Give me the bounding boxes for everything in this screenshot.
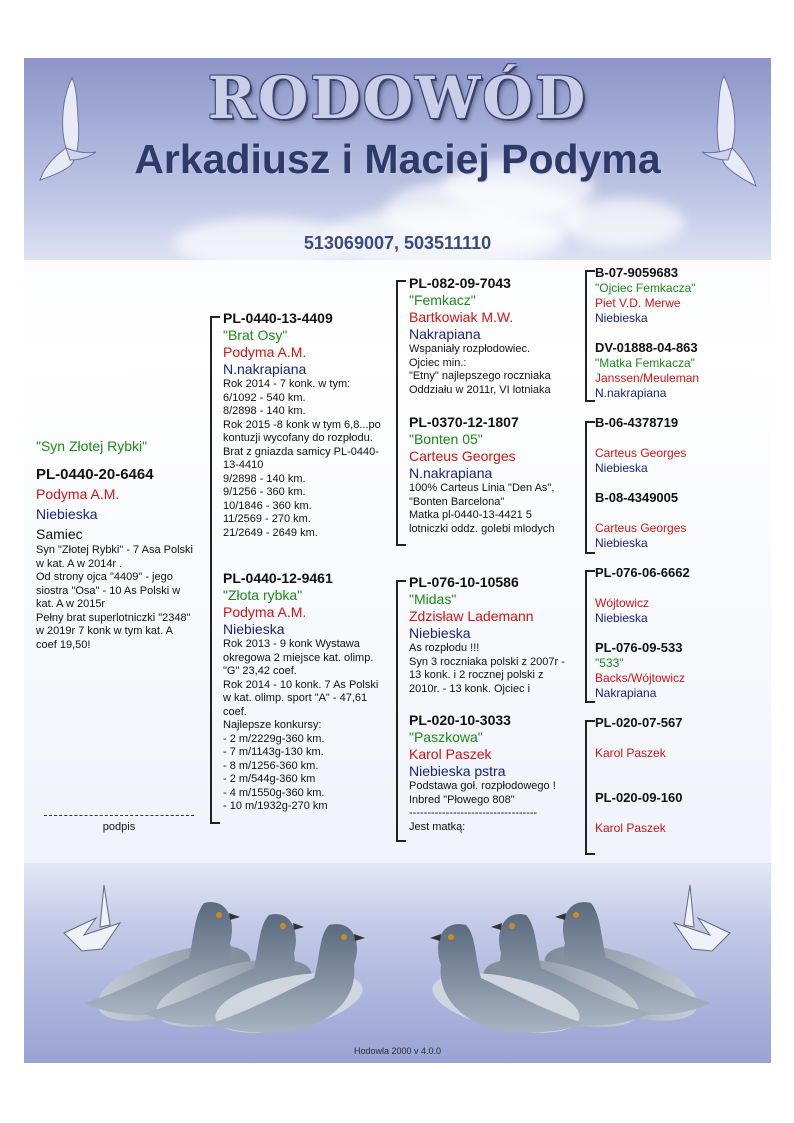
signature-label: podpis xyxy=(102,821,136,833)
fm-notes: 100% Carteus Linia "Den As", "Bonten Barcelona" Matka pl-0440-13-4421 5 lotniczki oddz. golebi mlodych xyxy=(409,482,555,535)
ffm-breeder: Janssen/Meuleman xyxy=(595,371,700,385)
fm-color: N.nakrapiana xyxy=(409,465,493,481)
ff-color: Nakrapiana xyxy=(409,326,481,342)
mff-breeder: Wójtowicz xyxy=(595,596,650,610)
fmm-pigeon xyxy=(595,490,755,551)
mm-color: Niebieska pstra xyxy=(409,763,506,779)
mfm-pigeon xyxy=(595,640,755,701)
fff-breeder: Piet V.D. Merwe xyxy=(595,296,681,310)
fm-pigeon xyxy=(409,414,574,536)
footer-banner xyxy=(24,863,771,1063)
mff-color: Niebieska xyxy=(595,611,648,625)
mf-name: "Midas" xyxy=(409,591,457,607)
mm-name: "Paszkowa" xyxy=(409,729,483,745)
fm-name: "Bonten 05" xyxy=(409,431,483,447)
mmf-ring: PL-020-07-567 xyxy=(595,715,683,730)
mother-ring: PL-0440-12-9461 xyxy=(223,570,333,586)
fmm-ring: B-08-4349005 xyxy=(595,490,679,505)
fmf-pigeon xyxy=(595,415,755,476)
mf-breeder: Zdzisław Lademann xyxy=(409,608,534,624)
mm-notes: Podstawa goł. rozpłodowego ! Inbred "Płowego 808" ----------------------------------- Jest matką: xyxy=(409,780,556,833)
bracket-mm-parents xyxy=(585,720,587,855)
mfm-color: Nakrapiana xyxy=(595,686,657,700)
fff-ring: B-07-9059683 xyxy=(595,265,679,280)
mf-ring: PL-076-10-10586 xyxy=(409,574,519,590)
flying-dove-right-icon xyxy=(674,885,730,951)
pigeons-illustration xyxy=(24,863,771,1063)
flying-dove-left-icon xyxy=(64,885,120,951)
mf-color: Niebieska xyxy=(409,625,471,641)
fff-pigeon xyxy=(595,265,755,326)
subject-name: "Syn Złotej Rybki" xyxy=(36,438,148,454)
fmm-breeder: Carteus Georges xyxy=(595,521,687,535)
bracket-fm-parents xyxy=(585,421,587,554)
phone-numbers: 513069007, 503511110 xyxy=(303,233,492,253)
bracket-father-parents xyxy=(396,280,398,546)
fff-color: Niebieska xyxy=(595,311,648,325)
fmm-name xyxy=(595,506,755,521)
mm-breeder: Karol Paszek xyxy=(409,746,492,762)
mmf-breeder: Karol Paszek xyxy=(595,746,666,760)
subject-color: Niebieska xyxy=(36,506,98,522)
fff-name: "Ojciec Femkacza" xyxy=(595,281,696,295)
ff-notes: Wspaniały rozpłodowiec. Ojciec min.: "Etny" najlepszego roczniaka Oddziału w 2011r, VI lotniaka xyxy=(409,343,551,396)
mf-notes: As rozpłodu !!! Syn 3 roczniaka polski z 2007r - 13 konk. i 2 rocznej polski z 2010r. - 13 konk. Ojciec i xyxy=(409,642,565,695)
father-breeder: Podyma A.M. xyxy=(223,344,307,360)
father-ring: PL-0440-13-4409 xyxy=(223,310,333,326)
mff-ring: PL-076-06-6662 xyxy=(595,565,690,580)
mff-pigeon xyxy=(595,565,755,626)
document-title: RODOWÓD xyxy=(207,64,588,132)
subject-notes: Syn "Złotej Rybki" - 7 Asa Polski w kat. A w 2014r . Od strony ojca "4409" - jego siostra "Osa" - 10 As Polski w kat. A w 2015r Pełny brat superlotniczki "2348" w 2019r 7 konk w tym kat. A coef 19,50! xyxy=(36,544,193,651)
ff-name: "Femkacz" xyxy=(409,292,476,308)
mmf-name xyxy=(595,731,755,746)
fmf-ring: B-06-4378719 xyxy=(595,415,679,430)
subject-sex: Samiec xyxy=(36,526,83,542)
bracket-parents xyxy=(210,316,212,824)
signature-line xyxy=(44,815,194,816)
fm-breeder: Carteus Georges xyxy=(409,448,516,464)
subject-ring: PL-0440-20-6464 xyxy=(36,466,154,483)
pedigree-sheet xyxy=(24,58,771,1063)
mmm-pigeon xyxy=(595,790,755,836)
bracket-mother-parents xyxy=(396,580,398,842)
ffm-name: "Matka Femkacza" xyxy=(595,356,695,370)
mmm-name xyxy=(595,806,755,821)
mm-ring: PL-020-10-3033 xyxy=(409,712,511,728)
mother-notes: Rok 2013 - 9 konk Wystawa okregowa 2 miejsce kat. olimp. "G" 23,42 coef. Rok 2014 - 10 konk. 7 As Polski w kat. olimp. sport "A" - 47,61 coef. Najlepsze konkursy: - 2 m/2229g-360 km. - 7 m/1143g-130 km. - 8 m/1256-360 km. - 2 m/544g-360 km - 4 m/1550g-360 km. - 10 m/1932g-270 km xyxy=(223,638,379,812)
ff-pigeon xyxy=(409,275,574,397)
software-version: Hodowla 2000 v 4.0.0 xyxy=(353,1046,442,1056)
father-pigeon xyxy=(223,310,383,540)
mf-pigeon xyxy=(409,574,574,696)
mother-color: Niebieska xyxy=(223,621,285,637)
bracket-mf-parents xyxy=(585,570,587,703)
fmm-color: Niebieska xyxy=(595,536,648,550)
ffm-ring: DV-01888-04-863 xyxy=(595,340,698,355)
father-notes: Rok 2014 - 7 konk. w tym: 6/1092 - 540 km. 8/2898 - 140 km. Rok 2015 -8 konk w tym 6,8...po kontuzji wycofany do rozpłodu. Brat z gniazda samicy PL-0440-13-4410 9/2898 - 140 km. 9/1256 - 360 km. 10/1846 - 360 km. 11/2569 - 270 km. 21/2649 - 2649 km. xyxy=(223,378,381,539)
fmf-name xyxy=(595,431,755,446)
mfm-ring: PL-076-09-533 xyxy=(595,640,683,655)
ffm-pigeon xyxy=(595,340,755,401)
mm-pigeon xyxy=(409,712,574,834)
mother-name: "Złota rybka" xyxy=(223,587,303,603)
mother-pigeon xyxy=(223,570,383,814)
header-banner xyxy=(24,58,771,260)
mmm-breeder: Karol Paszek xyxy=(595,821,666,835)
mfm-breeder: Backs/Wójtowicz xyxy=(595,671,686,685)
ffm-color: N.nakrapiana xyxy=(595,386,667,400)
fmf-color: Niebieska xyxy=(595,461,648,475)
mmf-pigeon xyxy=(595,715,755,761)
subject-breeder: Podyma A.M. xyxy=(36,486,120,502)
mfm-name: "533" xyxy=(595,656,624,670)
father-name: "Brat Osy" xyxy=(223,327,288,343)
fmf-breeder: Carteus Georges xyxy=(595,446,687,460)
bracket-ff-parents xyxy=(585,270,587,402)
owner-name: Arkadiusz i Maciej Podyma xyxy=(134,136,661,182)
ff-breeder: Bartkowiak M.W. xyxy=(409,309,514,325)
subject-pigeon xyxy=(36,438,196,652)
mmm-ring: PL-020-09-160 xyxy=(595,790,683,805)
father-color: N.nakrapiana xyxy=(223,361,307,377)
mff-name xyxy=(595,581,755,596)
ff-ring: PL-082-09-7043 xyxy=(409,275,511,291)
mother-breeder: Podyma A.M. xyxy=(223,604,307,620)
fm-ring: PL-0370-12-1807 xyxy=(409,414,519,430)
